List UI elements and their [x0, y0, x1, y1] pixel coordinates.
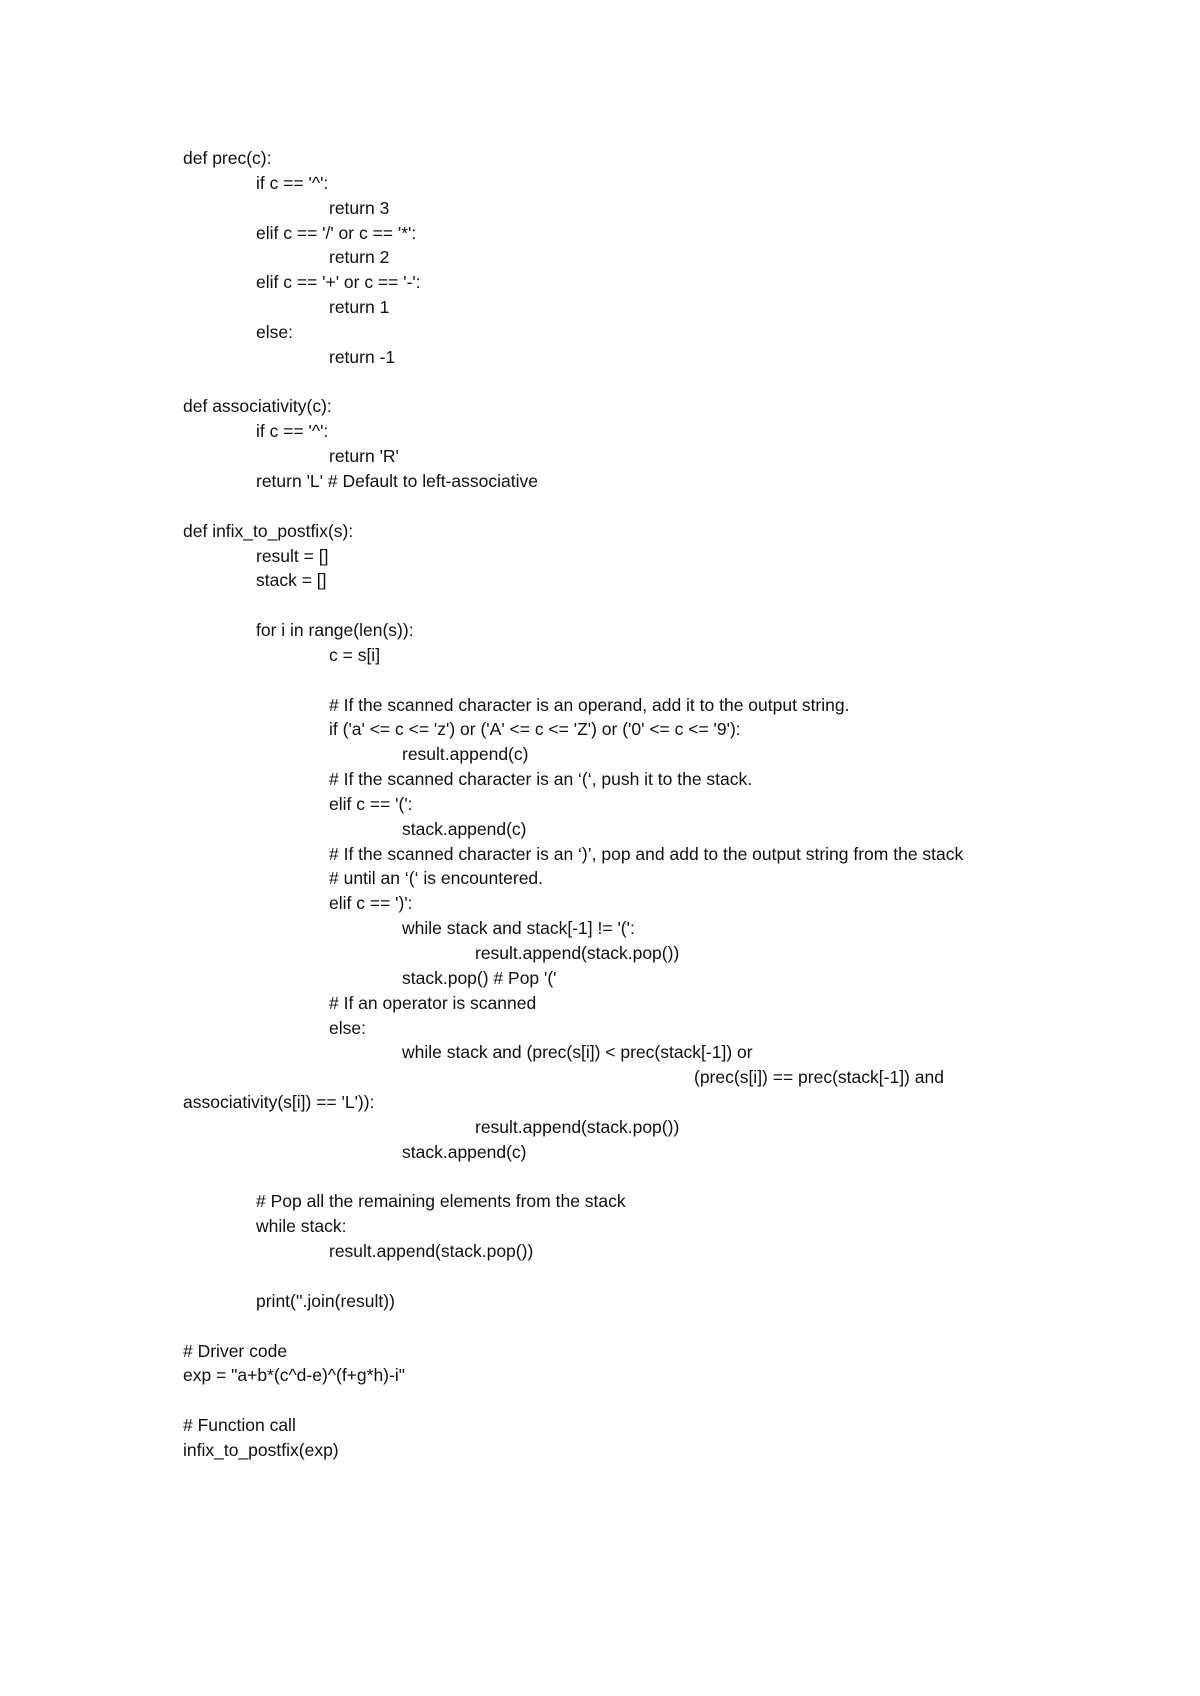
code-line: if c == '^':: [256, 172, 329, 193]
code-line: while stack and (prec(s[i]) < prec(stack[-1]) or: [402, 1042, 753, 1063]
code-line: else:: [329, 1017, 366, 1038]
code-line: result.append(stack.pop()): [329, 1241, 534, 1262]
code-line: stack.append(c): [402, 1141, 527, 1162]
code-line: def associativity(c):: [183, 396, 332, 417]
code-line: # If the scanned character is an operand, add it to the output string.: [329, 694, 850, 715]
code-line: infix_to_postfix(exp): [183, 1439, 339, 1460]
blank-line: [183, 1314, 1083, 1339]
code-line: # If an operator is scanned: [329, 992, 537, 1013]
blank-line: [183, 370, 1083, 395]
code-line: # until an ‘(‘ is encountered.: [329, 868, 544, 889]
code-line: return 2: [329, 247, 390, 268]
code-line: associativity(s[i]) == 'L')):: [183, 1092, 375, 1113]
blank-line: [183, 1165, 1083, 1190]
code-line: # Pop all the remaining elements from the stack: [256, 1191, 626, 1212]
code-line: while stack and stack[-1] != '(':: [402, 918, 635, 939]
code-line: return -1: [329, 346, 396, 367]
code-line: result.append(stack.pop()): [475, 943, 680, 963]
code-line: stack.append(c): [402, 818, 527, 839]
code-line: def prec(c):: [183, 148, 272, 168]
code-line: for i in range(len(s)):: [256, 620, 414, 641]
code-line: return 3: [329, 197, 390, 218]
code-line: elif c == '+' or c == '-':: [256, 272, 421, 293]
code-line: def infix_to_postfix(s):: [183, 520, 354, 541]
blank-line: [183, 494, 1083, 519]
code-line: exp = "a+b*(c^d-e)^(f+g*h)-i": [183, 1365, 405, 1386]
code-line: result.append(stack.pop()): [475, 1116, 680, 1137]
code-line: else:: [256, 321, 293, 342]
code-line: # If the scanned character is an ‘(‘, push it to the stack.: [329, 769, 753, 790]
code-line: elif c == '/' or c == '*':: [256, 222, 417, 243]
code-line: if ('a' <= c <= 'z') or ('A' <= c <= 'Z') or ('0' <= c <= '9'):: [329, 719, 741, 740]
blank-line: [183, 1264, 1083, 1289]
code-line: c = s[i]: [329, 644, 381, 665]
code-line: return 'L' # Default to left-associative: [256, 470, 538, 491]
code-line: result.append(c): [402, 744, 529, 765]
code-line: # Function call: [183, 1415, 296, 1436]
blank-line: [183, 593, 1083, 618]
blank-line: [183, 1388, 1083, 1413]
code-line: return 'R': [329, 446, 399, 467]
blank-line: [183, 668, 1083, 693]
code-line: stack.pop() # Pop '(': [402, 967, 557, 988]
code-line: elif c == ')':: [329, 893, 413, 914]
code-line: elif c == '(':: [329, 793, 413, 814]
code-line: # If the scanned character is an ‘)’, pop and add to the output string from the stack: [329, 843, 964, 864]
code-line: while stack:: [256, 1216, 347, 1237]
code-line: # Driver code: [183, 1340, 288, 1361]
code-line: result = []: [256, 545, 329, 566]
code-line: print(''.join(result)): [256, 1290, 395, 1311]
code-block: [183, 146, 1083, 1463]
code-line: stack = []: [256, 570, 327, 591]
code-line: return 1: [329, 297, 390, 318]
code-line: if c == '^':: [256, 421, 329, 442]
code-line: (prec(s[i]) == prec(stack[-1]) and: [694, 1067, 944, 1088]
